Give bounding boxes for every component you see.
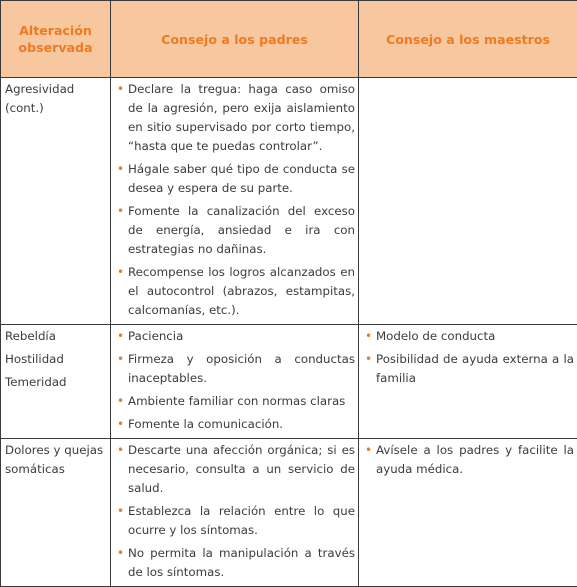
advice-item: • No permita la manipulación a través de los síntomas. (114, 544, 355, 582)
advice-item: • Posibilidad de ayuda externa a la familia (362, 350, 574, 388)
bullet-icon: • (365, 350, 372, 369)
condition-label: Hostilidad (5, 350, 107, 369)
parents-advice-cell (111, 78, 359, 325)
header-teachers-advice: Consejo a los maestros (359, 1, 577, 78)
advice-item: • Establezca la relación entre lo que ocurre y los síntomas. (114, 502, 355, 540)
advice-item: • Ambiente familiar con normas claras (114, 392, 355, 411)
bullet-icon: • (365, 441, 372, 460)
bullet-icon: • (117, 263, 124, 282)
teachers-advice-cell (359, 439, 577, 587)
bullet-icon: • (117, 544, 124, 563)
advice-item: • Firmeza y oposición a conductas inaceptables. (114, 350, 355, 388)
parents-advice-cell (111, 439, 359, 587)
condition-label: Dolores y quejas somáticas (5, 441, 107, 479)
bullet-icon: • (117, 392, 124, 411)
advice-item: • Hágale saber qué tipo de conducta se desea y espera de su parte. (114, 160, 355, 198)
advice-item: • Fomente la comunicación. (114, 415, 355, 434)
condition-label: Rebeldía (5, 327, 107, 346)
parents-advice-cell (111, 325, 359, 439)
advice-item: • Paciencia (114, 327, 355, 346)
teachers-advice-cell (359, 78, 577, 325)
advice-item: • Avísele a los padres y facilite la ayuda médica. (362, 441, 574, 479)
bullet-icon: • (117, 441, 124, 460)
bullet-icon: • (117, 202, 124, 221)
table-row-aggressiveness (1, 78, 577, 325)
condition-cell (1, 325, 111, 439)
condition-label: Agresividad (cont.) (5, 80, 107, 118)
header-parents-advice: Consejo a los padres (111, 1, 359, 78)
advice-item: • Modelo de conducta (362, 327, 574, 346)
bullet-icon: • (117, 327, 124, 346)
advice-item: • Declare la tregua: haga caso omiso de la agresión, pero exija aislamiento en sitio supervisado por corto tiempo, “hasta que te puedas controlar”. (114, 80, 355, 156)
bullet-icon: • (117, 350, 124, 369)
condition-cell (1, 439, 111, 587)
bullet-icon: • (117, 160, 124, 179)
header-row (1, 1, 577, 78)
advice-item: • Fomente la canalización del exceso de energía, ansiedad e ira con estrategias no dañinas. (114, 202, 355, 259)
bullet-icon: • (117, 415, 124, 434)
bullet-icon: • (365, 327, 372, 346)
condition-cell (1, 78, 111, 325)
advice-item: • Descarte una afección orgánica; si es necesario, consulta a un servicio de salud. (114, 441, 355, 498)
teachers-advice-cell (359, 325, 577, 439)
bullet-icon: • (117, 502, 124, 521)
header-observed-alteration: Alteración observada (1, 1, 111, 78)
bullet-icon: • (117, 80, 124, 99)
condition-label: Temeridad (5, 373, 107, 392)
advice-item: • Recompense los logros alcanzados en el autocontrol (abrazos, estampitas, calcomanías, etc.). (114, 263, 355, 320)
table-row-somatic-complaints (1, 439, 577, 587)
table-row-rebelliousness (1, 325, 577, 439)
